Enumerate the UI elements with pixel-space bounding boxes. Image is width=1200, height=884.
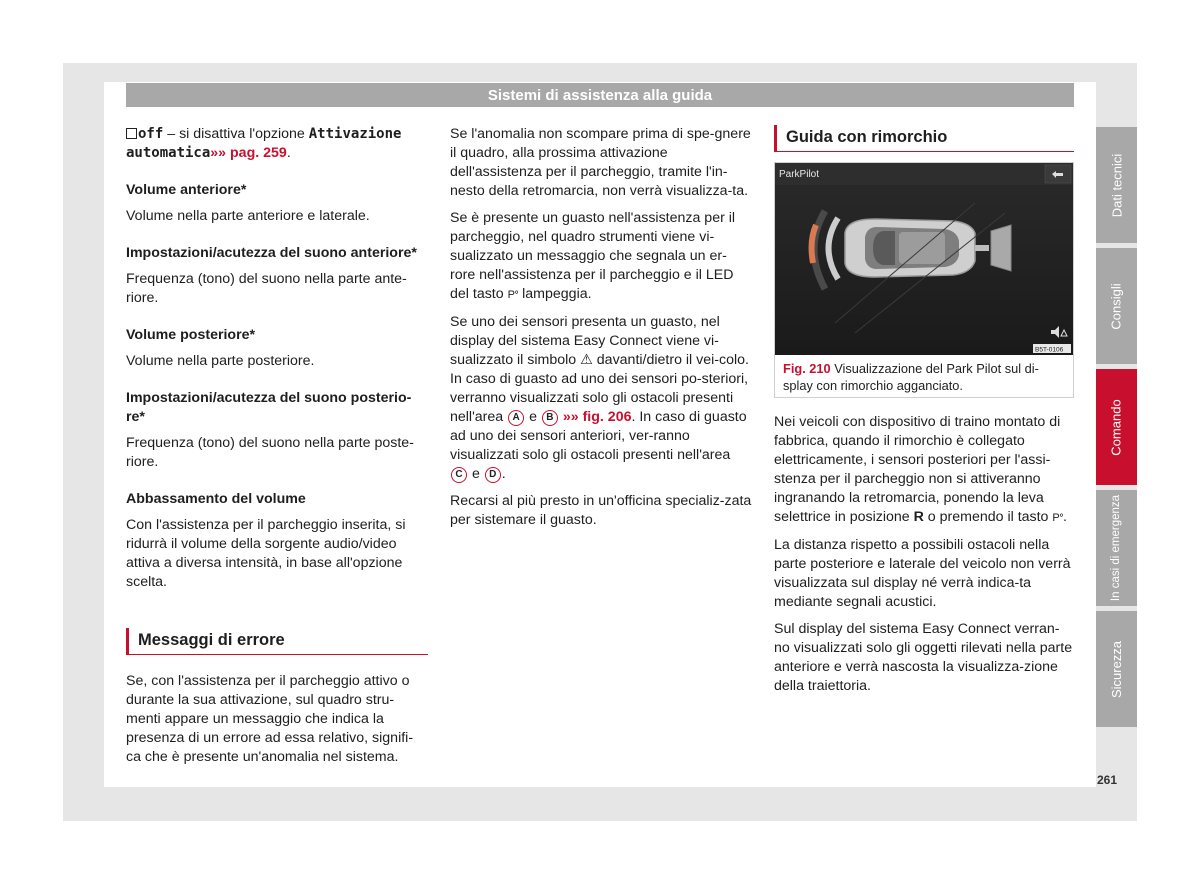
tow-bar <box>975 245 989 251</box>
item-text: Frequenza (tono) del suono nella parte poste-riore. <box>126 435 414 470</box>
page-number: 261 <box>1097 773 1118 787</box>
trailer-icon <box>991 225 1011 271</box>
park-assist-key-icon: P⁠ᐤ <box>1052 512 1064 524</box>
section-title-error-messages: Messaggi di errore <box>126 628 428 655</box>
tab-consigli[interactable]: Consigli <box>1096 248 1137 364</box>
item-text: Frequenza (tono) del suono nella parte ante-riore. <box>126 271 407 306</box>
paragraph: Se uno dei sensori presenta un guasto, nel display del sistema Easy Connect viene vi-sualizzato il simbolo ⚠ davanti/dietro il vei-colo. In caso di guasto ad uno dei sensori po-steriori, verranno visualizzati solo gli ostacoli presenti nell'area A e B »» fig. 206. In caso di guasto ad uno dei sensori anteriori, ver-ranno visualizzati solo gli ostacoli presenti nell'area C e D . <box>450 314 749 482</box>
chapter-header: Sistemi di assistenza alla guida <box>126 83 1074 107</box>
area-d-label: D <box>485 467 501 483</box>
item-text: Con l'assistenza per il parcheggio inserita, si ridurrà il volume della sorgente audio/video attiva a diversa intensità, in base all'opzione scelta. <box>126 517 406 590</box>
paragraph: Se l'anomalia non scompare prima di spe-gnere il quadro, alla prossima attivazione dell'assistenza per il parcheggio, tramite l'in-nesto della retromarcia, non verrà visualizza-ta. <box>450 126 751 199</box>
area-a-label: A <box>508 410 524 426</box>
parkpilot-screen <box>775 163 1073 355</box>
column-middle <box>450 125 752 538</box>
tab-emergenza[interactable]: In casi di emergenza <box>1096 490 1137 606</box>
item-title: Volume anteriore* <box>126 182 247 198</box>
intro-paragraph: off – si disattiva l'opzione Attivazione automatica»» pag. 259. <box>126 126 402 161</box>
item-text: Volume nella parte posteriore. <box>126 353 315 369</box>
column-left <box>126 125 428 775</box>
section-text: Se, con l'assistenza per il parcheggio attivo o durante la sua attivazione, sul quadro stru-menti appare un messaggio che indica la presenza di un errore ad essa relativo, signifi-ca che è presente un'anomalia nel sistema. <box>126 673 414 765</box>
car-icon <box>845 219 975 277</box>
screen-title: ParkPilot <box>779 169 820 180</box>
column-right-text <box>774 413 1074 704</box>
warning-icon: ⚠ <box>580 352 593 368</box>
item-title: Abbassamento del volume <box>126 491 306 507</box>
park-assist-key-icon: P⁠ᐤ <box>507 289 519 301</box>
page-reference-link[interactable]: »» pag. 259 <box>210 145 287 161</box>
paragraph: La distanza rispetto a possibili ostacoli nella parte posteriore e laterale del veicolo non verrà visualizzata sul display né verrà indica-ta mediante segnali acustici. <box>774 537 1071 610</box>
section-title-trailer: Guida con rimorchio <box>774 125 1074 152</box>
parkpilot-illustration <box>775 163 1073 355</box>
item-title: Impostazioni/acutezza del suono posterio-re* <box>126 390 412 425</box>
tab-dati-tecnici[interactable]: Dati tecnici <box>1096 127 1137 243</box>
paragraph: Nei veicoli con dispositivo di traino montato di fabbrica, quando il rimorchio è collegato elettricamente, i sensori posteriori per l'assi-stenza per il parcheggio non si attiveranno ingranando la retromarcia, ponendo la leva selettrice in posizione R o premendo il tasto P⁠ᐤ. <box>774 414 1067 525</box>
area-c-label: C <box>451 467 467 483</box>
item-title: Volume posteriore* <box>126 327 256 343</box>
figure-reference-link[interactable]: »» fig. 206 <box>558 409 632 425</box>
tab-sicurezza[interactable]: Sicurezza <box>1096 611 1137 727</box>
figure-caption: Fig. 210 Visualizzazione del Park Pilot sul di-splay con rimorchio agganciato. <box>774 355 1074 398</box>
tab-comando[interactable]: Comando <box>1096 369 1137 485</box>
paragraph: Sul display del sistema Easy Connect verran-no visualizzati solo gli oggetti rilevati nella parte anteriore e verrà nascosta la visualizza-zione della traiettoria. <box>774 621 1073 694</box>
figure-code: B5T-0106 <box>1035 346 1064 354</box>
paragraph: Recarsi al più presto in un'officina specializ-zata per sistemare il guasto. <box>450 493 752 528</box>
area-b-label: B <box>542 410 558 426</box>
paragraph: Se è presente un guasto nell'assistenza per il parcheggio, nel quadro strumenti viene vi-sualizzato un messaggio che segnala un er-rore nell'assistenza per il parcheggio e il LED del tasto P⁠ᐤ lampeggia. <box>450 210 736 302</box>
item-text: Volume nella parte anteriore e laterale. <box>126 208 370 224</box>
figure-number: Fig. 210 <box>783 361 831 376</box>
item-title: Impostazioni/acutezza del suono anteriore* <box>126 245 417 261</box>
column-right <box>774 125 1074 152</box>
checkbox-icon <box>126 128 137 139</box>
